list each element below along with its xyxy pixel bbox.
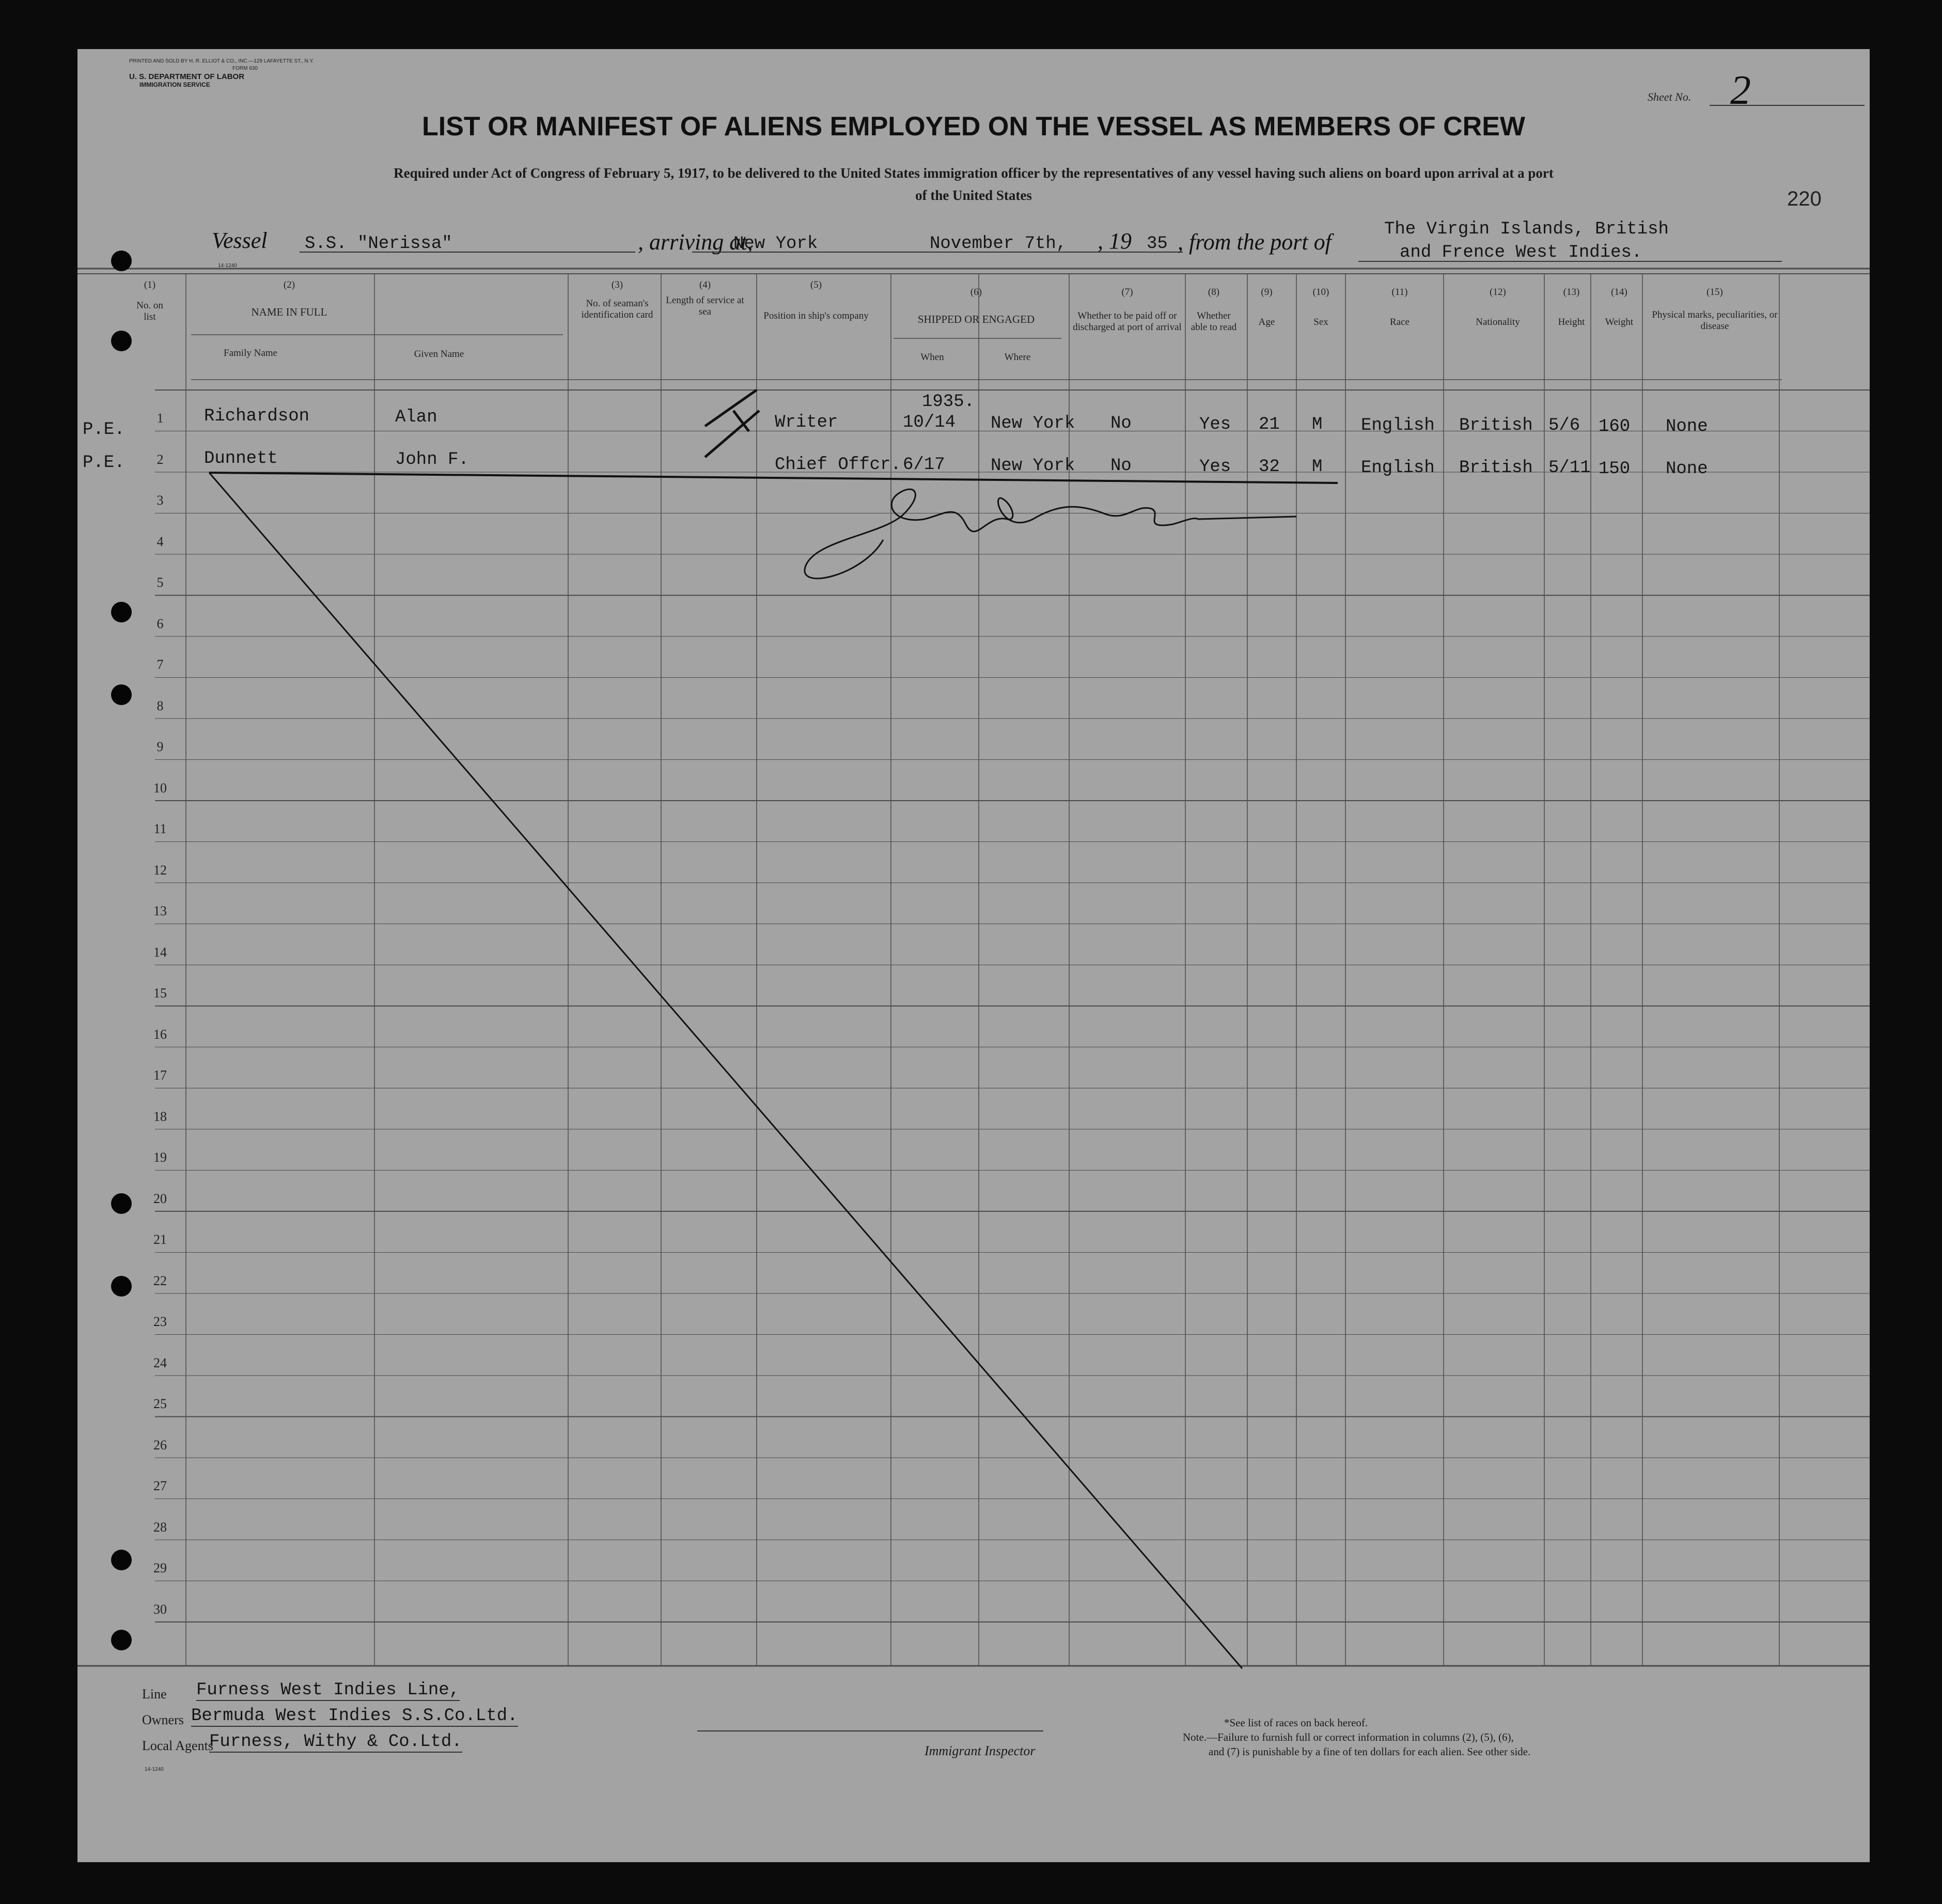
row-mark: P.E. [83, 420, 125, 440]
able-to-read: Yes [1199, 415, 1231, 434]
row-number: 24 [153, 1355, 167, 1370]
sex: M [1312, 415, 1323, 434]
given-name: John F. [395, 450, 469, 470]
row-number: 30 [153, 1601, 167, 1617]
punch-hole [111, 1193, 132, 1214]
agents-value: Furness, Withy & Co.Ltd. [209, 1732, 462, 1752]
age: 32 [1259, 457, 1280, 477]
cancellation-diagonal [209, 473, 1242, 1668]
row-number: 3 [156, 493, 164, 508]
year-label: , 19 [1098, 228, 1132, 254]
manifest-sheet [77, 49, 1870, 1862]
col6a-header: When [920, 352, 944, 363]
engaged-when: 6/17 [903, 455, 945, 475]
col15-header: (15) Physical marks, peculiarities, or disease [1652, 287, 1778, 332]
paid-off: No [1110, 456, 1132, 476]
nationality: British [1459, 458, 1533, 478]
handwritten-marks [77, 49, 1870, 1862]
row-number: 16 [153, 1026, 167, 1042]
punch-hole [111, 1630, 132, 1650]
weight: 160 [1599, 417, 1631, 436]
row-number: 13 [153, 903, 167, 918]
weight: 150 [1599, 459, 1631, 479]
punch-hole [111, 1550, 132, 1570]
penalty-note-2: and (7) is punishable by a fine of ten dollars for each alien. See other side. [1209, 1745, 1531, 1758]
col6-header: SHIPPED OR ENGAGED [917, 313, 1035, 325]
row-number: 5 [156, 575, 164, 590]
col13-header: (13) Height [1558, 287, 1585, 327]
form-code-top: 14-1240 [218, 263, 237, 269]
inspector-label: Immigrant Inspector [925, 1743, 1036, 1758]
sheet-no-value: 2 [1730, 68, 1751, 113]
col6b-header: Where [1004, 352, 1031, 363]
col14-header: (14) Weight [1605, 287, 1634, 327]
vessel-name: S.S. "Nerissa" [305, 234, 452, 254]
row-number: 4 [156, 534, 164, 549]
nationality: British [1459, 416, 1533, 435]
row-number: 28 [153, 1519, 167, 1535]
row-number: 12 [153, 862, 167, 878]
family-name: Richardson [204, 407, 310, 426]
row-number: 26 [153, 1437, 167, 1453]
engaged-year: 1935. [922, 392, 975, 412]
line-label: Line [142, 1687, 167, 1702]
service-label: IMMIGRATION SERVICE [139, 81, 210, 88]
row-number: 9 [156, 739, 164, 754]
department-label: U. S. DEPARTMENT OF LABOR [129, 72, 245, 81]
engaged-where: New York [991, 456, 1075, 476]
position: Writer [775, 413, 838, 432]
printer-line: PRINTED AND SOLD BY H. R. ELLIOT & CO., INC.—129 LAFAYETTE ST., N.Y. [129, 58, 314, 64]
col1-header: (1) No. on list [136, 279, 163, 322]
row-number: 8 [156, 698, 164, 713]
form-code-bottom: 14-1240 [145, 1767, 164, 1772]
arriving-label: , arriving at, [638, 229, 753, 255]
from-port-line1: The Virgin Islands, British [1384, 220, 1669, 239]
physical-marks: None [1666, 459, 1708, 479]
row-number: 25 [153, 1396, 167, 1411]
agents-label: Local Agents [142, 1738, 213, 1753]
col6-number: (6) [970, 287, 982, 298]
row-mark: P.E. [83, 453, 125, 473]
row-number: 7 [156, 657, 164, 672]
col4-header: (4) Length of service at sea [666, 279, 744, 317]
row-number: 18 [153, 1109, 167, 1124]
page-number: 220 [1787, 188, 1822, 210]
row-number: 2 [156, 451, 164, 467]
sex: M [1312, 457, 1323, 477]
row-number: 20 [153, 1191, 167, 1206]
row-number: 10 [153, 780, 167, 795]
punch-hole [111, 684, 132, 705]
year-value: 35 [1147, 234, 1168, 254]
race: English [1361, 458, 1435, 478]
col11-header: (11) Race [1390, 287, 1409, 327]
engaged-where: New York [991, 414, 1075, 433]
col2-number: (2) [283, 279, 295, 290]
height: 5/11 [1548, 458, 1591, 478]
engaged-when: 10/14 [903, 413, 956, 432]
row-number: 27 [153, 1478, 167, 1493]
row-number: 14 [153, 944, 167, 960]
arrival-date: November 7th, [930, 234, 1067, 254]
punch-hole [111, 602, 132, 622]
col5-header: (5) Position in ship's company [763, 279, 869, 321]
col10-header: (10) Sex [1312, 287, 1329, 327]
manifest-title: LIST OR MANIFEST OF ALIENS EMPLOYED ON THE VESSEL AS MEMBERS OF CREW [422, 112, 1525, 142]
punch-hole [111, 251, 132, 271]
tick-mark-icon [705, 390, 759, 457]
owners-label: Owners [142, 1712, 184, 1727]
row-number: 29 [153, 1560, 167, 1575]
row-number: 19 [153, 1150, 167, 1165]
end-of-list-underline [209, 473, 1338, 483]
col7-header: (7) Whether to be paid off or discharged at port of arrival [1073, 287, 1182, 333]
col2a-header: Family Name [224, 348, 277, 358]
row-number: 1 [156, 411, 164, 426]
form-number: FORM 630 [232, 66, 258, 71]
height: 5/6 [1548, 416, 1580, 435]
age: 21 [1259, 415, 1280, 434]
owners-value: Bermuda West Indies S.S.Co.Ltd. [191, 1706, 518, 1726]
row-number: 6 [156, 616, 164, 631]
row-number: 21 [153, 1232, 167, 1247]
col12-header: (12) Nationality [1476, 287, 1520, 327]
manifest-subtitle-2: of the United States [915, 188, 1032, 203]
race: English [1361, 416, 1435, 435]
physical-marks: None [1666, 417, 1708, 436]
vessel-label: Vessel [212, 228, 268, 253]
row-number: 22 [153, 1273, 167, 1288]
col8-header: (8) Whether able to read [1191, 287, 1237, 333]
paid-off: No [1110, 414, 1132, 433]
line-value: Furness West Indies Line, [196, 1680, 460, 1700]
row-number: 15 [153, 986, 167, 1001]
col3-header: (3) No. of seaman's identification card [581, 279, 653, 320]
row-number: 17 [153, 1068, 167, 1083]
row-number: 11 [153, 821, 167, 836]
from-port-line2: and Frence West Indies. [1400, 243, 1642, 262]
from-port-label: , from the port of [1178, 229, 1332, 255]
col9-header: (9) Age [1258, 287, 1275, 327]
position: Chief Offcr. [775, 455, 901, 475]
races-note: *See list of races on back hereof. [1224, 1716, 1368, 1729]
punch-hole [111, 331, 132, 351]
punch-hole [111, 1276, 132, 1297]
given-name: Alan [395, 408, 437, 427]
col2-header: NAME IN FULL [251, 306, 327, 318]
able-to-read: Yes [1199, 457, 1231, 477]
signature [805, 489, 1296, 579]
manifest-subtitle: Required under Act of Congress of February 5, 1917, to be delivered to the United States immigration officer by the representatives of any vessel having such aliens on board upon arrival at a port [394, 165, 1554, 181]
inspector-signature-line [697, 1730, 1043, 1731]
sheet-no-label: Sheet No. [1648, 90, 1692, 103]
family-name: Dunnett [204, 449, 278, 469]
arriving-port: New York [733, 234, 818, 254]
col2b-header: Given Name [414, 349, 464, 360]
row-number: 23 [153, 1314, 167, 1329]
penalty-note-1: Note.—Failure to furnish full or correct information in columns (2), (5), (6), [1183, 1731, 1514, 1743]
